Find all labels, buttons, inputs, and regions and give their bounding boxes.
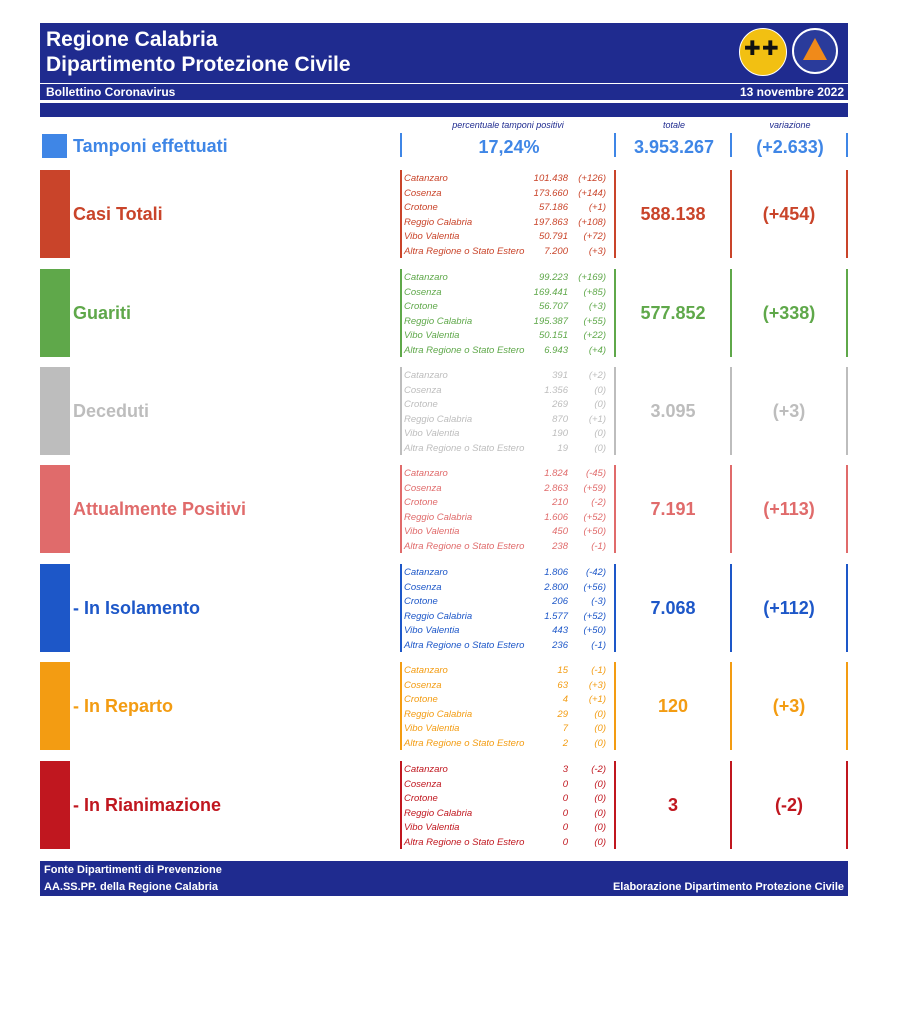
province-name: Catanzaro — [404, 370, 448, 381]
section-label: - In Rianimazione — [73, 795, 222, 815]
province-row — [404, 344, 614, 359]
province-value: 2 — [562, 737, 568, 749]
section-color-marker — [40, 269, 70, 357]
province-delta: (0) — [594, 384, 606, 396]
section-variation: (+338) — [762, 303, 816, 323]
province-row — [404, 201, 614, 216]
section-total: 120 — [657, 696, 689, 716]
section-separator — [400, 564, 402, 652]
province-delta: (+85) — [583, 286, 606, 298]
section-total: 577.852 — [640, 303, 706, 323]
province-row — [404, 482, 614, 497]
section-separator — [846, 662, 848, 750]
province-value: 2.800 — [544, 581, 568, 593]
province-name: Vibo Valentia — [404, 231, 460, 242]
province-name: Vibo Valentia — [404, 723, 460, 734]
province-delta: (+50) — [583, 625, 606, 636]
province-delta: (-2) — [591, 497, 606, 508]
footer-source-line1: Fonte Dipartimenti di Prevenzione — [44, 864, 222, 876]
section-separator — [846, 269, 848, 357]
province-value: 4 — [562, 694, 568, 705]
province-name: Altra Regione o Stato Estero — [404, 344, 525, 356]
bulletin-date: 13 novembre 2022 — [739, 85, 844, 99]
province-row — [404, 245, 614, 260]
stat-section — [40, 564, 848, 652]
section-separator — [846, 761, 848, 849]
province-delta: (+3) — [588, 679, 606, 691]
province-delta: (-42) — [585, 567, 606, 578]
province-value: 169.441 — [533, 286, 568, 298]
province-value: 206 — [552, 596, 568, 607]
section-color-marker — [40, 564, 70, 652]
province-delta: (0) — [594, 428, 606, 439]
section-color-marker — [40, 465, 70, 553]
province-delta: (-1) — [591, 540, 606, 552]
province-value: 0 — [562, 822, 568, 833]
province-delta: (+126) — [578, 173, 606, 184]
province-delta: (0) — [594, 836, 606, 848]
tamponi-total: 3.953.267 — [633, 137, 715, 157]
section-total: 588.138 — [640, 204, 706, 224]
province-row — [404, 172, 614, 187]
province-delta: (-1) — [591, 665, 606, 676]
province-row — [404, 807, 614, 822]
province-name: Vibo Valentia — [404, 330, 460, 341]
tamponi-percent: 17,24% — [478, 137, 540, 157]
stat-section — [40, 465, 848, 553]
section-label: Casi Totali — [73, 204, 163, 224]
province-name: Crotone — [404, 399, 438, 410]
section-variation: (+112) — [763, 598, 815, 618]
province-value: 50.151 — [538, 330, 568, 341]
province-name: Catanzaro — [404, 272, 448, 283]
province-value: 101.438 — [533, 173, 568, 184]
province-name: Catanzaro — [404, 468, 448, 479]
province-row — [404, 792, 614, 807]
province-delta: (0) — [594, 708, 606, 720]
section-separator — [400, 465, 402, 553]
province-value: 0 — [562, 807, 568, 819]
province-name: Cosenza — [404, 384, 442, 396]
province-row — [404, 271, 614, 286]
province-delta: (+59) — [583, 482, 606, 494]
province-row — [404, 369, 614, 384]
section-variation: (+3) — [772, 401, 806, 421]
province-row — [404, 581, 614, 596]
province-row — [404, 300, 614, 315]
province-delta: (+144) — [578, 187, 606, 199]
province-row — [404, 216, 614, 231]
province-delta: (+72) — [583, 231, 606, 242]
province-value: 56.707 — [538, 301, 568, 312]
province-row — [404, 540, 614, 555]
province-value: 57.186 — [538, 202, 568, 213]
column-header-total: totale — [662, 120, 686, 130]
province-value: 870 — [552, 413, 568, 425]
province-name: Reggio Calabria — [404, 807, 473, 819]
province-breakdown — [404, 271, 614, 358]
section-color-marker — [40, 170, 70, 258]
section-separator — [846, 170, 848, 258]
province-row — [404, 286, 614, 301]
section-variation: (-2) — [775, 795, 803, 815]
province-value: 210 — [552, 497, 568, 508]
section-total: 3.095 — [650, 401, 696, 421]
province-value: 236 — [552, 639, 568, 651]
province-name: Vibo Valentia — [404, 526, 460, 537]
province-value: 443 — [552, 625, 568, 636]
province-name: Altra Regione o Stato Estero — [404, 737, 525, 749]
province-name: Crotone — [404, 202, 438, 213]
section-variation: (+113) — [763, 499, 815, 519]
province-value: 19 — [557, 442, 568, 454]
province-breakdown — [404, 763, 614, 850]
province-row — [404, 610, 614, 625]
province-value: 1.806 — [544, 567, 568, 578]
province-row — [404, 693, 614, 708]
section-separator — [400, 269, 402, 357]
province-name: Vibo Valentia — [404, 822, 460, 833]
section-separator — [846, 564, 848, 652]
province-row — [404, 821, 614, 836]
section-variation: (+454) — [762, 204, 816, 224]
title-line-region: Regione Calabria — [46, 28, 218, 51]
section-variation: (+3) — [772, 696, 806, 716]
province-value: 63 — [557, 679, 568, 691]
province-row — [404, 413, 614, 428]
section-separator — [400, 761, 402, 849]
province-row — [404, 763, 614, 778]
province-value: 7 — [562, 723, 568, 734]
province-value: 269 — [552, 399, 568, 410]
section-separator — [400, 367, 402, 455]
province-name: Altra Regione o Stato Estero — [404, 540, 525, 552]
province-value: 1.606 — [544, 511, 568, 523]
province-delta: (0) — [594, 793, 606, 804]
province-name: Cosenza — [404, 581, 442, 593]
province-value: 1.356 — [544, 384, 568, 396]
province-row — [404, 595, 614, 610]
province-value: 450 — [552, 526, 568, 537]
province-delta: (+50) — [583, 526, 606, 537]
section-label: - In Isolamento — [73, 598, 201, 618]
section-separator — [400, 170, 402, 258]
province-delta: (0) — [594, 737, 606, 749]
footer-source-line2: AA.SS.PP. della Regione Calabria — [44, 881, 219, 893]
province-name: Cosenza — [404, 482, 442, 494]
province-name: Catanzaro — [404, 665, 448, 676]
bulletin-subtitle: Bollettino Coronavirus — [46, 85, 176, 99]
section-separator — [400, 662, 402, 750]
province-row — [404, 708, 614, 723]
province-name: Altra Regione o Stato Estero — [404, 442, 525, 454]
province-value: 1.824 — [544, 468, 568, 479]
province-name: Cosenza — [404, 187, 442, 199]
province-name: Reggio Calabria — [404, 610, 473, 622]
province-value: 0 — [562, 836, 568, 848]
province-value: 99.223 — [538, 272, 568, 283]
province-delta: (-1) — [591, 639, 606, 651]
section-label: Deceduti — [73, 401, 150, 421]
province-delta: (+4) — [588, 344, 606, 356]
province-row — [404, 329, 614, 344]
province-delta: (-2) — [591, 764, 606, 775]
province-value: 2.863 — [544, 482, 568, 494]
tamponi-color-marker — [42, 134, 67, 158]
province-name: Crotone — [404, 793, 438, 804]
header-banner — [40, 23, 848, 100]
province-delta: (+55) — [583, 315, 606, 327]
province-delta: (+1) — [588, 202, 606, 213]
section-separator — [846, 465, 848, 553]
province-breakdown — [404, 172, 614, 259]
stat-section — [40, 269, 848, 357]
province-row — [404, 836, 614, 851]
province-name: Cosenza — [404, 286, 442, 298]
section-label: Attualmente Positivi — [73, 499, 247, 519]
province-delta: (+52) — [583, 610, 606, 622]
province-breakdown — [404, 467, 614, 554]
province-value: 3 — [562, 764, 568, 775]
section-label: - In Reparto — [73, 696, 174, 716]
province-row — [404, 722, 614, 737]
column-header-variation: variazione — [769, 120, 811, 130]
province-value: 29 — [557, 708, 568, 720]
province-name: Reggio Calabria — [404, 511, 473, 523]
province-value: 7.200 — [544, 245, 568, 257]
page-title — [46, 27, 351, 77]
province-row — [404, 778, 614, 793]
province-row — [404, 398, 614, 413]
province-name: Catanzaro — [404, 173, 448, 184]
province-name: Vibo Valentia — [404, 428, 460, 439]
province-delta: (+3) — [588, 245, 606, 257]
section-color-marker — [40, 662, 70, 750]
column-header-percent: percentuale tamponi positivi — [452, 120, 564, 130]
province-value: 195.387 — [533, 315, 568, 327]
province-value: 15 — [557, 665, 568, 676]
province-name: Vibo Valentia — [404, 625, 460, 636]
province-name: Cosenza — [404, 679, 442, 691]
province-delta: (-3) — [591, 596, 606, 607]
province-row — [404, 679, 614, 694]
province-delta: (+56) — [583, 581, 606, 593]
section-separator — [846, 367, 848, 455]
province-name: Altra Regione o Stato Estero — [404, 836, 525, 848]
province-row — [404, 442, 614, 457]
footer-credit: Elaborazione Dipartimento Protezione Civile — [612, 881, 844, 893]
header-underline-bar — [40, 103, 848, 117]
province-value: 238 — [552, 540, 568, 552]
province-value: 173.660 — [533, 187, 568, 199]
province-delta: (0) — [594, 399, 606, 410]
province-delta: (-45) — [585, 468, 606, 479]
stat-section — [40, 367, 848, 455]
province-breakdown — [404, 664, 614, 751]
province-delta: (+108) — [578, 216, 606, 228]
province-name: Catanzaro — [404, 567, 448, 578]
tamponi-variation: (+2.633) — [756, 137, 824, 157]
province-breakdown — [404, 369, 614, 456]
province-name: Altra Regione o Stato Estero — [404, 245, 525, 257]
region-coat-of-arms-icon: ✚ ✚ — [739, 28, 787, 76]
province-name: Crotone — [404, 301, 438, 312]
province-breakdown — [404, 566, 614, 653]
province-row — [404, 639, 614, 654]
stat-section — [40, 761, 848, 849]
stat-section — [40, 662, 848, 750]
province-name: Crotone — [404, 694, 438, 705]
province-value: 391 — [552, 370, 568, 381]
civil-protection-logo-icon — [792, 28, 838, 74]
province-name: Reggio Calabria — [404, 708, 473, 720]
province-value: 50.791 — [538, 231, 568, 242]
province-value: 0 — [562, 793, 568, 804]
province-delta: (+1) — [588, 413, 606, 425]
province-delta: (+2) — [588, 370, 606, 381]
province-row — [404, 384, 614, 399]
province-name: Altra Regione o Stato Estero — [404, 639, 525, 651]
province-row — [404, 467, 614, 482]
province-row — [404, 525, 614, 540]
province-row — [404, 427, 614, 442]
province-row — [404, 230, 614, 245]
province-delta: (+52) — [583, 511, 606, 523]
section-total: 7.191 — [650, 499, 696, 519]
province-name: Cosenza — [404, 778, 442, 790]
province-row — [404, 511, 614, 526]
province-name: Catanzaro — [404, 764, 448, 775]
province-delta: (0) — [594, 778, 606, 790]
stat-section — [40, 170, 848, 258]
tamponi-separator — [846, 133, 848, 157]
section-color-marker — [40, 367, 70, 455]
province-delta: (+169) — [578, 272, 606, 283]
province-value: 1.577 — [544, 610, 568, 622]
title-line-department: Dipartimento Protezione Civile — [46, 53, 351, 76]
province-name: Reggio Calabria — [404, 216, 473, 228]
province-row — [404, 187, 614, 202]
section-total: 3 — [667, 795, 678, 815]
province-name: Reggio Calabria — [404, 315, 473, 327]
province-row — [404, 315, 614, 330]
province-row — [404, 624, 614, 639]
province-value: 197.863 — [533, 216, 568, 228]
province-value: 190 — [552, 428, 568, 439]
province-delta: (+22) — [583, 330, 606, 341]
footer-banner — [40, 861, 848, 896]
province-value: 0 — [562, 778, 568, 790]
province-delta: (+3) — [588, 301, 606, 312]
province-delta: (+1) — [588, 694, 606, 705]
section-color-marker — [40, 761, 70, 849]
province-value: 6.943 — [544, 344, 568, 356]
header-divider — [40, 83, 848, 84]
province-name: Crotone — [404, 596, 438, 607]
province-row — [404, 566, 614, 581]
province-name: Crotone — [404, 497, 438, 508]
province-name: Reggio Calabria — [404, 413, 473, 425]
section-total: 7.068 — [650, 598, 696, 618]
tamponi-label: Tamponi effettuati — [73, 136, 228, 156]
province-delta: (0) — [594, 723, 606, 734]
section-label: Guariti — [73, 303, 132, 323]
province-delta: (0) — [594, 807, 606, 819]
province-delta: (0) — [594, 442, 606, 454]
province-row — [404, 737, 614, 752]
province-delta: (0) — [594, 822, 606, 833]
province-row — [404, 496, 614, 511]
province-row — [404, 664, 614, 679]
